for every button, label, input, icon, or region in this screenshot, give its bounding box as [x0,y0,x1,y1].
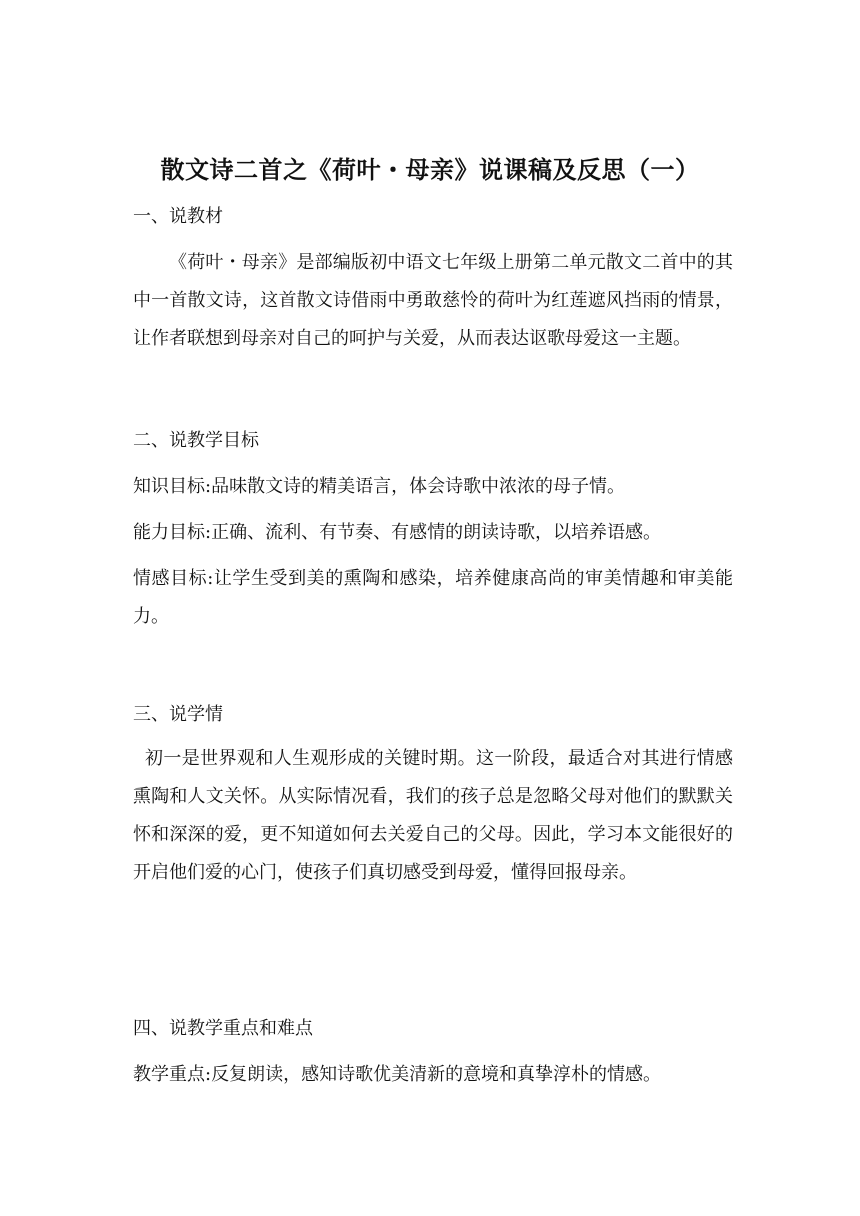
teaching-key-point: 教学重点:反复朗读，感知诗歌优美清新的意境和真挚淳朴的情感。 [133,1064,662,1085]
knowledge-goal: 知识目标:品味散文诗的精美语言，体会诗歌中浓浓的母子情。 [133,476,626,497]
section-3-heading: 三、说学情 [133,704,223,725]
ability-goal: 能力目标:正确、流利、有节奏、有感情的朗读诗歌，以培养语感。 [133,522,662,543]
section-1-heading: 一、说教材 [133,206,223,227]
emotion-goal: 情感目标:让学生受到美的熏陶和感染，培养健康高尚的审美情趣和审美能力。 [133,568,733,627]
section-1-paragraph: 《荷叶・母亲》是部编版初中语文七年级上册第二单元散文二首中的其中一首散文诗，这首散文诗借雨中勇敢慈怜的荷叶为红莲遮风挡雨的情景，让作者联想到母亲对自己的呵护与关爱，从而表达讴歌母爱这一主题。 [133,252,733,349]
section-3-paragraph: 初一是世界观和人生观形成的关键时期。这一阶段，最适合对其进行情感熏陶和人文关怀。从实际情况看，我们的孩子总是忽略父母对他们的默默关怀和深深的爱，更不知道如何去关爱自己的父母。因此，学习本文能很好的开启他们爱的心门，使孩子们真切感受到母爱，懂得回报母亲。 [133,748,733,883]
document-title: 散文诗二首之《荷叶・母亲》说课稿及反思（一） [160,155,700,184]
section-2-heading: 二、说教学目标 [133,430,259,451]
section-4-heading: 四、说教学重点和难点 [133,1018,313,1039]
